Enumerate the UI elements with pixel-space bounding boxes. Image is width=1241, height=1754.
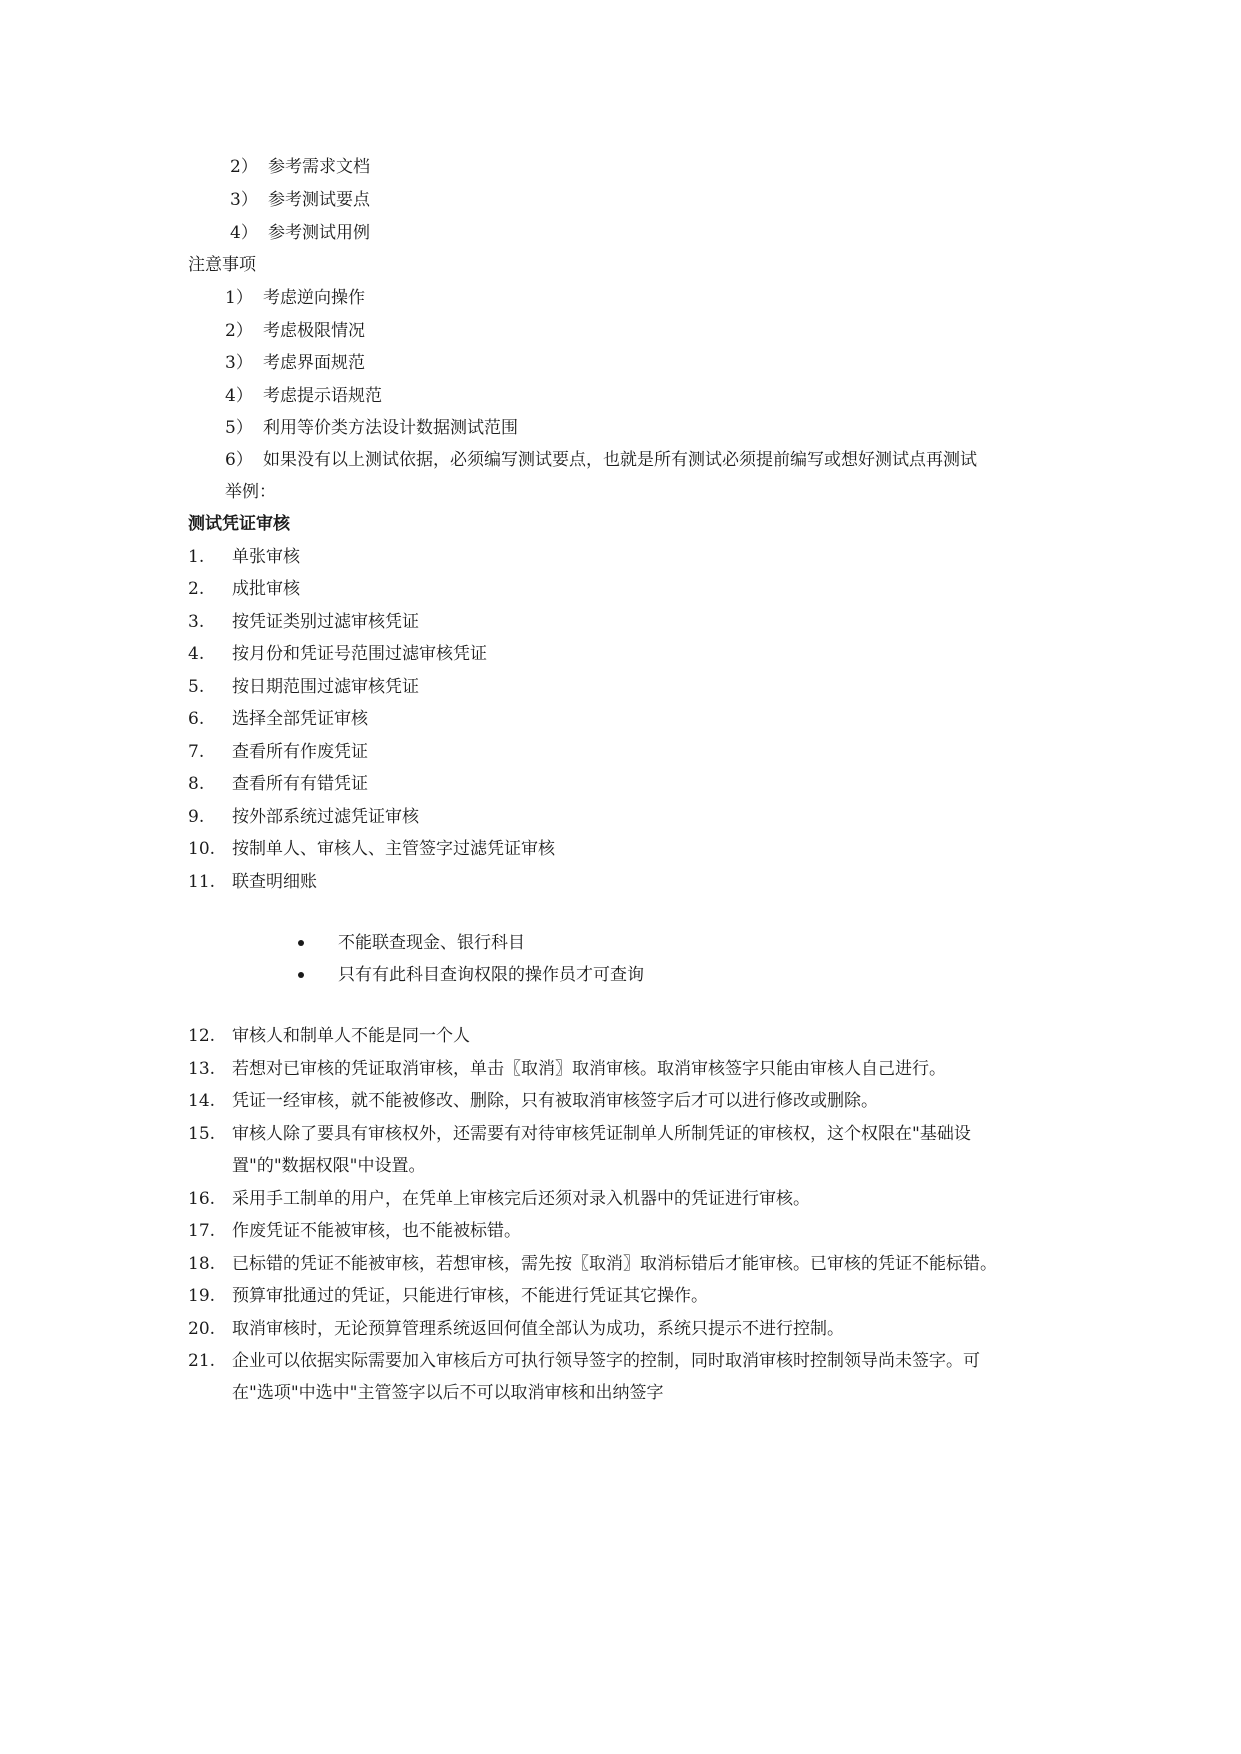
numbered-item-continuation: 置"的"数据权限"中设置。 <box>232 1156 426 1176</box>
numbered-item: 5. 按日期范围过滤审核凭证 <box>188 677 419 697</box>
numbered-item: 20. 取消审核时，无论预算管理系统返回何值全部认为成功，系统只提示不进行控制。 <box>188 1319 844 1339</box>
numbered-item: 7. 查看所有作废凭证 <box>188 742 368 762</box>
numbered-item: 8. 查看所有有错凭证 <box>188 774 368 794</box>
notes-item: 3） 考虑界面规范 <box>225 353 365 373</box>
numbered-item: 1. 单张审核 <box>188 547 300 567</box>
numbered-item: 9. 按外部系统过滤凭证审核 <box>188 807 419 827</box>
numbered-item: 4. 按月份和凭证号范围过滤审核凭证 <box>188 644 487 664</box>
numbered-item: 12. 审核人和制单人不能是同一个人 <box>188 1026 470 1046</box>
numbered-item: 16. 采用手工制单的用户，在凭单上审核完后还须对录入机器中的凭证进行审核。 <box>188 1189 810 1209</box>
numbered-item: 21. 企业可以依据实际需要加入审核后方可执行领导签字的控制，同时取消审核时控制领导尚未签字。可 <box>188 1351 980 1371</box>
numbered-item: 11. 联查明细账 <box>188 872 317 892</box>
notes-heading: 注意事项 <box>188 255 256 275</box>
numbered-item: 3. 按凭证类别过滤审核凭证 <box>188 612 419 632</box>
section-title: 测试凭证审核 <box>188 514 290 534</box>
numbered-item: 6. 选择全部凭证审核 <box>188 709 368 729</box>
numbered-item: 10. 按制单人、审核人、主管签字过滤凭证审核 <box>188 839 555 859</box>
reference-item: 2） 参考需求文档 <box>230 157 370 177</box>
numbered-item: 14. 凭证一经审核，就不能被修改、删除，只有被取消审核签字后才可以进行修改或删除。 <box>188 1091 878 1111</box>
bullet-dot-icon <box>298 972 304 978</box>
numbered-item: 17. 作废凭证不能被审核，也不能被标错。 <box>188 1221 521 1241</box>
numbered-item: 2. 成批审核 <box>188 579 300 599</box>
reference-item: 3） 参考测试要点 <box>230 190 370 210</box>
reference-item: 4） 参考测试用例 <box>230 223 370 243</box>
bullet-item: 只有有此科目查询权限的操作员才可查询 <box>298 964 644 986</box>
bullet-item: 不能联查现金、银行科目 <box>298 932 525 954</box>
notes-item: 2） 考虑极限情况 <box>225 321 365 341</box>
numbered-item: 13. 若想对已审核的凭证取消审核，单击〖取消〗取消审核。取消审核签字只能由审核人自己进行。 <box>188 1059 946 1079</box>
notes-item: 4） 考虑提示语规范 <box>225 386 382 406</box>
numbered-item-continuation: 在"选项"中选中"主管签字以后不可以取消审核和出纳签字 <box>232 1383 664 1403</box>
bullet-dot-icon <box>298 940 304 946</box>
numbered-item: 15. 审核人除了要具有审核权外，还需要有对待审核凭证制单人所制凭证的审核权，这个权限在"基础设 <box>188 1124 971 1144</box>
notes-item: 6） 如果没有以上测试依据，必须编写测试要点，也就是所有测试必须提前编写或想好测试点再测试 <box>225 450 977 470</box>
numbered-item: 19. 预算审批通过的凭证，只能进行审核，不能进行凭证其它操作。 <box>188 1286 708 1306</box>
notes-item: 1） 考虑逆向操作 <box>225 288 365 308</box>
example-label: 举例： <box>225 482 276 502</box>
numbered-item: 18. 已标错的凭证不能被审核，若想审核，需先按〖取消〗取消标错后才能审核。已审核的凭证不能标错。 <box>188 1254 997 1274</box>
notes-item: 5） 利用等价类方法设计数据测试范围 <box>225 418 518 438</box>
